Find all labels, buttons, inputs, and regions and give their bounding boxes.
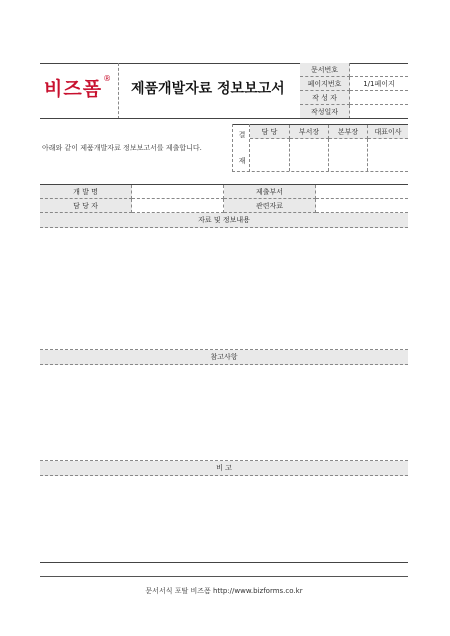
approval-col-dept-head: 부서장 <box>290 125 329 139</box>
header-bottom-rule <box>40 118 408 119</box>
approval-sign-staff[interactable] <box>250 139 290 171</box>
footer-text: 문서서식 포탈 비즈폼 http://www.bizforms.co.kr <box>145 587 303 595</box>
approval-col-staff: 담 당 <box>250 125 290 139</box>
logo-registered-mark: ® <box>103 74 112 83</box>
form-bottom-rule <box>40 562 408 563</box>
footer-rule <box>40 576 408 577</box>
dev-name-label: 개 발 명 <box>40 185 132 199</box>
approval-side-label <box>232 124 250 172</box>
author-value <box>350 91 408 105</box>
approval-sign-division-head[interactable] <box>329 139 368 171</box>
date-label: 작성일자 <box>300 105 350 119</box>
manager-field[interactable] <box>132 199 224 213</box>
header-divider <box>118 63 119 119</box>
approval-col-division-head: 본부장 <box>329 125 368 139</box>
author-label: 작 성 자 <box>300 91 350 105</box>
reference-section-header: 참고사항 <box>40 350 408 365</box>
approval-side-top: 결 <box>238 131 246 139</box>
page-number-value: 1/1페이지 <box>350 77 408 91</box>
page-number-label: 페이지번호 <box>300 77 350 91</box>
data-section-body[interactable] <box>40 229 408 349</box>
doc-number-label: 문서번호 <box>300 63 350 77</box>
approval-table <box>232 124 408 172</box>
submit-dept-field[interactable] <box>316 185 408 199</box>
submit-dept-label: 제출부서 <box>224 185 316 199</box>
related-docs-field[interactable] <box>316 199 408 213</box>
logo <box>44 74 111 104</box>
approval-sign-dept-head[interactable] <box>290 139 329 171</box>
approval-sign-ceo[interactable] <box>368 139 408 171</box>
doc-number-value <box>350 63 408 77</box>
manager-label: 담 당 자 <box>40 199 132 213</box>
related-docs-label: 관련자료 <box>224 199 316 213</box>
remarks-section-header: 비 고 <box>40 461 408 476</box>
logo-text: 비즈폼 <box>44 78 103 100</box>
approval-col-ceo: 대표이사 <box>368 125 408 139</box>
dev-name-field[interactable] <box>132 185 224 199</box>
page-title: 제품개발자료 정보보고서 <box>131 81 285 97</box>
date-value <box>350 105 408 119</box>
data-section-header: 자료 및 정보내용 <box>40 213 408 228</box>
approval-side-bottom: 재 <box>238 157 246 165</box>
document-info-table <box>300 63 408 119</box>
remarks-section-body[interactable] <box>40 477 408 561</box>
submission-intro-text: 아래와 같이 제품개발자료 정보보고서를 제출합니다. <box>42 144 202 152</box>
reference-section-body[interactable] <box>40 366 408 460</box>
